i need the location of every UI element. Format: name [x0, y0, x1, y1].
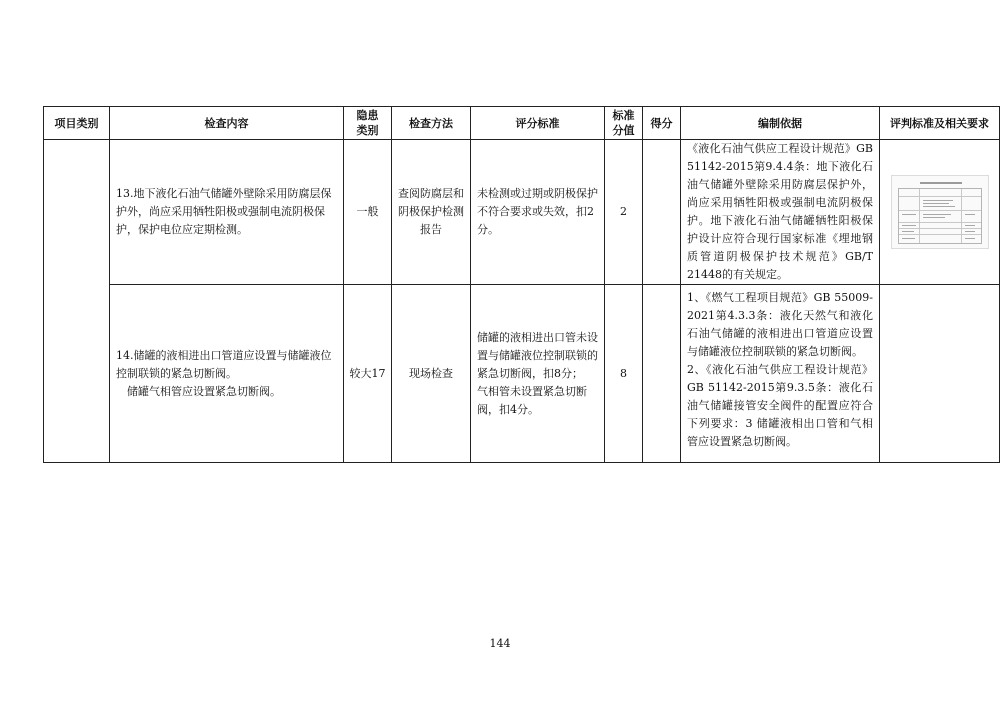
score-cell [643, 285, 681, 463]
page-number: 144 [489, 637, 511, 650]
basis-cell: 1、《燃气工程项目规范》GB 55009-2021第4.3.3条：液化天然气和液化石油气储罐的液相进出口管道应设置与储罐液位控制联锁的紧急切断阀。 2、《液化石油气供应工程设计规范》GB 51142-2015第9.3.5条：液化石油气储罐接管安全阀件的配置应符合下列要求：3 储罐液相出口管和气相管应设置紧急切断阀。 [681, 285, 880, 463]
header-basis: 编制依据 [681, 107, 880, 140]
standard-score-cell: 8 [605, 285, 643, 463]
method-cell: 查阅防腐层和阴极保护检测报告 [392, 140, 471, 285]
header-method: 检查方法 [392, 107, 471, 140]
content-cell: 13.地下液化石油气储罐外壁除采用防腐层保护外，尚应采用牺牲阳极或强制电流阴极保护，保护电位应定期检测。 [110, 140, 344, 285]
header-standard-score: 标准 分值 [605, 107, 643, 140]
hazard-cell: 一般 [344, 140, 392, 285]
standard-score-cell: 2 [605, 140, 643, 285]
document-thumbnail-icon [891, 175, 989, 249]
header-hazard-category: 隐患 类别 [344, 107, 392, 140]
header-requirements: 评判标准及相关要求 [880, 107, 1000, 140]
header-content: 检查内容 [110, 107, 344, 140]
score-cell [643, 140, 681, 285]
header-criteria: 评分标准 [471, 107, 605, 140]
table-row [44, 140, 1000, 285]
header-row [44, 107, 1000, 140]
header-score: 得分 [643, 107, 681, 140]
table-row [44, 285, 1000, 463]
basis-cell: 《液化石油气供应工程设计规范》GB 51142-2015第9.4.4条：地下液化石油气储罐外壁除采用防腐层保护外，尚应采用牺牲阳极或强制电流阴极保护。地下液化石油气储罐牺牲阳极保护设计应符合现行国家标准《埋地钢质管道阴极保护技术规范》GB/T 21448的有关规定。 [681, 140, 880, 285]
requirements-cell [880, 285, 1000, 463]
criteria-cell: 未检测或过期或阴极保护不符合要求或失效，扣2分。 [471, 140, 605, 285]
criteria-cell: 储罐的液相进出口管未设置与储罐液位控制联锁的紧急切断阀，扣8分； 气相管未设置紧急切断阀，扣4分。 [471, 285, 605, 463]
method-cell: 现场检查 [392, 285, 471, 463]
inspection-table [43, 106, 1000, 463]
header-category: 项目类别 [44, 107, 110, 140]
hazard-cell: 较大17 [344, 285, 392, 463]
requirements-cell [880, 140, 1000, 285]
content-cell: 14.储罐的液相进出口管道应设置与储罐液位控制联锁的紧急切断阀。 储罐气相管应设置紧急切断阀。 [110, 285, 344, 463]
category-cell [44, 140, 110, 463]
